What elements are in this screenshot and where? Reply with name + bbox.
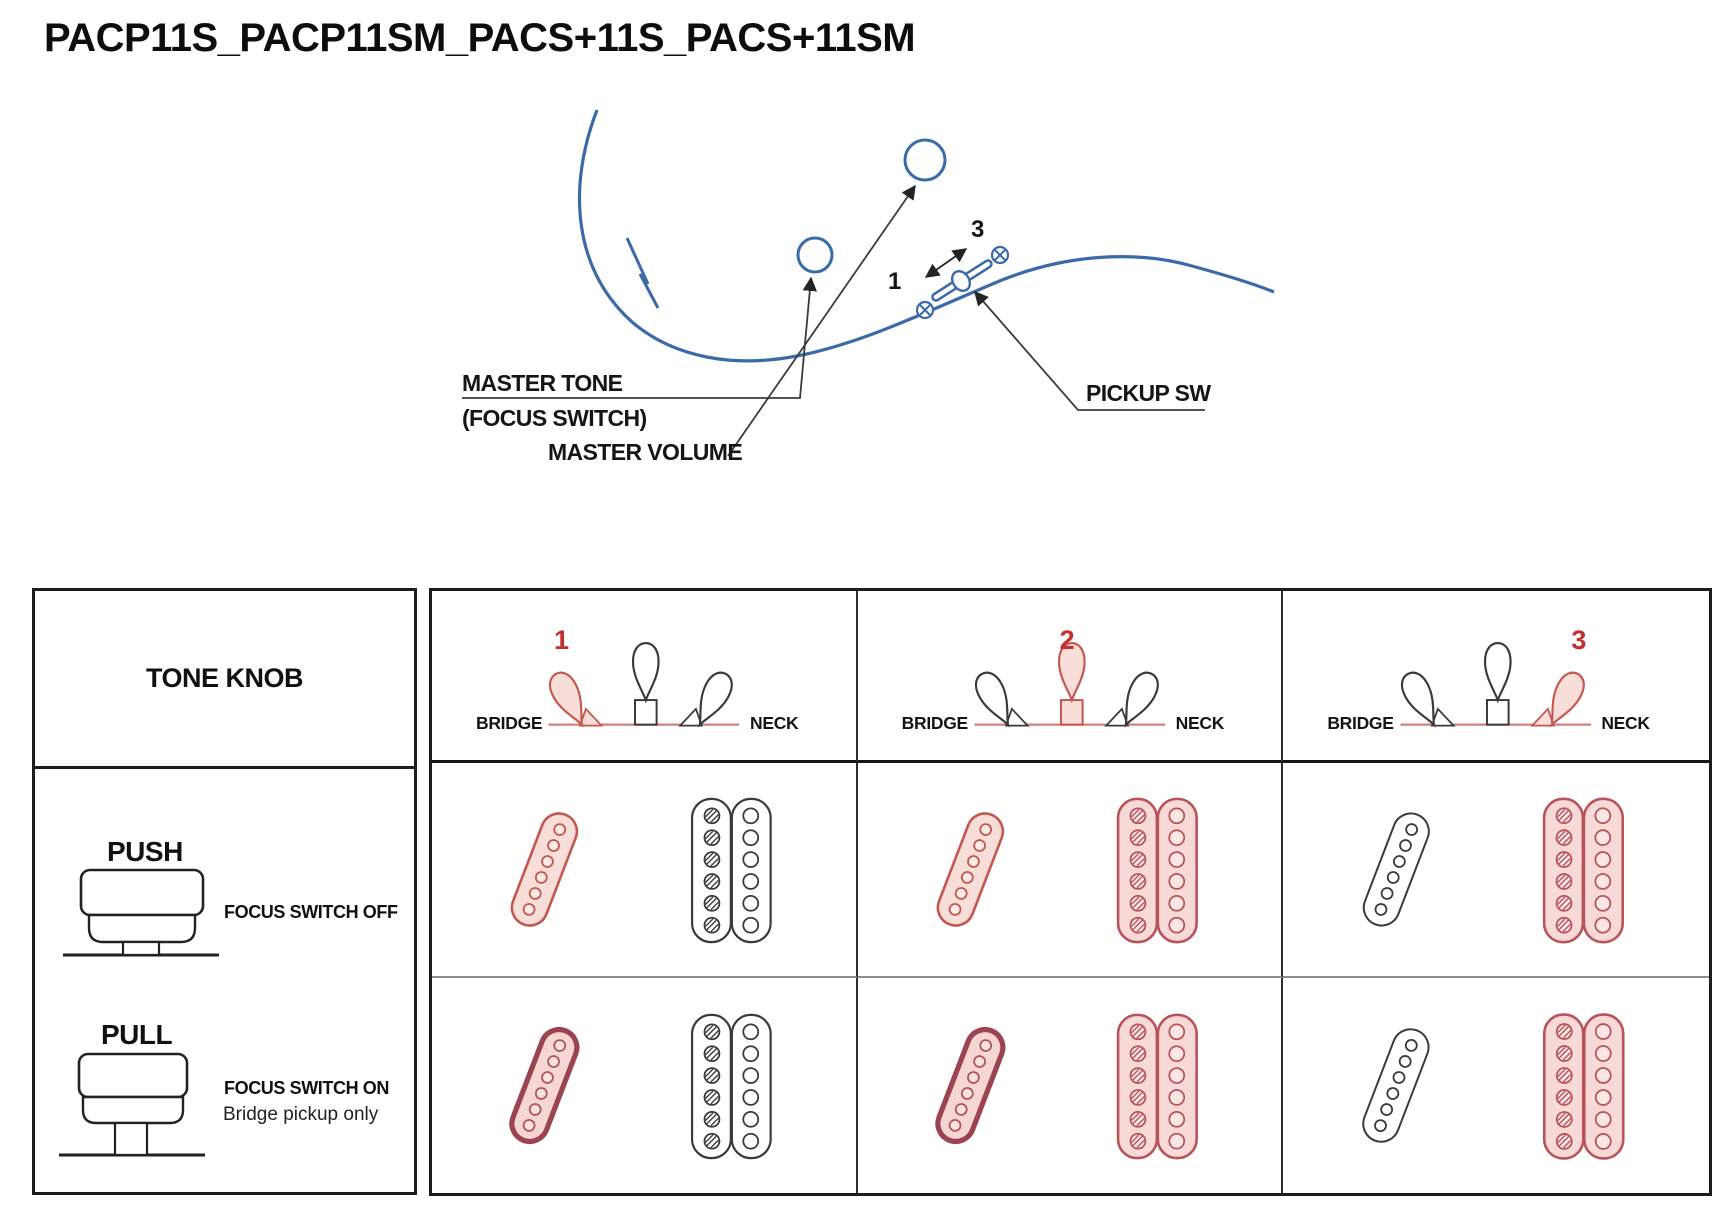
page-title-text: PACP11S_PACP11SM_PACS+11S_PACS+11SM [44, 16, 916, 60]
neck-label: NECK [750, 713, 799, 733]
switch-position-1-label: 1 [888, 268, 902, 295]
body-edge-tick [627, 238, 648, 284]
switch-position-3-label: 3 [971, 216, 985, 243]
pickup-switch-lever [936, 264, 988, 297]
focus-switch-on-label: FOCUS SWITCH ON [224, 1078, 389, 1098]
master-tone-text: MASTER TONE [462, 370, 623, 396]
bridge-label: BRIDGE [476, 713, 543, 733]
position-number: 2 [1059, 625, 1075, 655]
pickup-switch-lever-inner [936, 264, 988, 297]
focus-switch-off-label: FOCUS SWITCH OFF [224, 902, 398, 922]
push-position-3-cell [1283, 763, 1709, 978]
pull-position-2-cell [858, 978, 1284, 1193]
page-title [44, 16, 915, 61]
neck-label: NECK [1175, 713, 1225, 733]
push-knob-icon [61, 868, 223, 960]
pickup-switch-screw [992, 247, 1008, 263]
control-location-diagram [0, 0, 1728, 560]
position-number: 1 [554, 625, 570, 655]
pickup-switch-screw [917, 302, 933, 318]
pickup-pair [1283, 763, 1709, 976]
push-position-1-cell [432, 763, 858, 978]
pull-position-3-cell [1283, 978, 1709, 1193]
focus-switch-text: (FOCUS SWITCH) [462, 405, 647, 431]
tone-knob-header: TONE KNOB [145, 663, 303, 693]
pickup-selector-table [429, 588, 1712, 1196]
master-volume-knob [905, 140, 945, 180]
pickup-pair [432, 978, 856, 1193]
master-tone-knob [798, 238, 832, 272]
selector-levers [432, 591, 856, 760]
pickup-sw-label: PICKUP SW [1086, 380, 1211, 406]
pickup-pair [1283, 978, 1709, 1193]
master-tone-label [462, 369, 647, 433]
header-position-1 [432, 591, 858, 763]
pickup-switch-nut [949, 268, 974, 294]
push-position-2-cell [858, 763, 1284, 978]
body-edge-tick [640, 274, 658, 308]
master-volume-leader [728, 186, 915, 456]
guitar-body-curve [579, 110, 1274, 361]
pickup-switch [917, 247, 1008, 318]
bridge-pickup-only-note: Bridge pickup only [223, 1104, 379, 1125]
pull-knob-icon [59, 1052, 209, 1160]
header-position-3 [1283, 591, 1709, 763]
pickup-pair [858, 978, 1282, 1193]
selector-levers [1283, 591, 1709, 760]
switch-range-arrow [926, 249, 966, 277]
pull-position-1-cell [432, 978, 858, 1193]
pickup-pair [858, 763, 1282, 976]
header-position-2 [858, 591, 1284, 763]
pickup-pair [432, 763, 856, 976]
push-label: PUSH [107, 836, 183, 867]
bridge-label: BRIDGE [901, 713, 968, 733]
pull-label: PULL [101, 1019, 173, 1050]
bridge-label: BRIDGE [1327, 713, 1394, 733]
tone-knob-panel [32, 588, 417, 1195]
position-number: 3 [1571, 625, 1587, 655]
master-volume-label: MASTER VOLUME [548, 439, 743, 465]
tone-knob-header-cell [35, 591, 414, 769]
selector-levers [858, 591, 1282, 760]
neck-label: NECK [1601, 713, 1650, 733]
